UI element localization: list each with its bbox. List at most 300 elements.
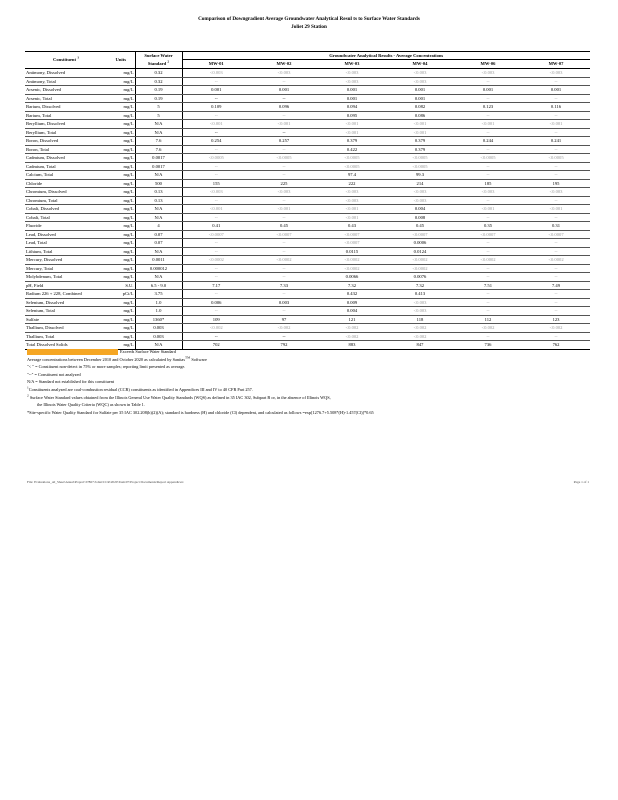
units-cell: mg/L — [107, 341, 135, 350]
result-cell: -- — [182, 239, 250, 248]
result-cell: -- — [250, 247, 318, 256]
units-cell: mg/L — [107, 205, 135, 214]
result-cell: -- — [182, 247, 250, 256]
result-cell: 0.257 — [250, 137, 318, 146]
result-cell: <0.003 — [318, 77, 386, 86]
result-cell: 99.3 — [386, 171, 454, 180]
constituent-header: Constituent $^1$ — [25, 52, 107, 69]
result-cell: <0.0007 — [318, 230, 386, 239]
result-cell: <0.002 — [386, 324, 454, 333]
units-cell: mg/L — [107, 273, 135, 282]
table-row — [25, 273, 590, 282]
result-cell: 0.0124 — [386, 247, 454, 256]
standard-cell: 0.07 — [135, 230, 182, 239]
standard-cell: N/A — [135, 247, 182, 256]
result-cell: <0.001 — [318, 120, 386, 129]
result-cell: 97 — [250, 315, 318, 324]
result-cell: 0.082 — [386, 103, 454, 112]
result-cell: 0.123 — [454, 103, 522, 112]
result-cell: <0.0005 — [454, 154, 522, 163]
units-cell: mg/L — [107, 162, 135, 171]
result-cell: <0.001 — [318, 213, 386, 222]
result-cell: <0.0002 — [386, 256, 454, 265]
result-cell: 112 — [454, 315, 522, 324]
result-cell: -- — [454, 298, 522, 307]
result-cell: 7.49 — [522, 281, 590, 290]
result-cell: -- — [250, 196, 318, 205]
result-cell: 0.001 — [522, 86, 590, 95]
constituent-cell: Chromium, Total — [25, 196, 107, 205]
result-cell: 792 — [250, 341, 318, 350]
table-row — [25, 298, 590, 307]
result-cell: <0.0002 — [250, 256, 318, 265]
constituent-cell: Mercury, Dissolved — [25, 256, 107, 265]
standard-cell: N/A — [135, 213, 182, 222]
table-row — [25, 315, 590, 324]
result-cell: <0.001 — [182, 120, 250, 129]
constituent-cell: Arsenic, Total — [25, 94, 107, 103]
result-cell: -- — [182, 171, 250, 180]
result-cell: -- — [522, 171, 590, 180]
group-header: Groundwater Analytical Results - Average Concentrations — [182, 52, 590, 60]
table-row — [25, 264, 590, 273]
result-cell: -- — [522, 213, 590, 222]
result-cell: -- — [182, 332, 250, 341]
constituent-cell: Cobalt, Total — [25, 213, 107, 222]
standard-cell: N/A — [135, 120, 182, 129]
result-cell: 0.0006 — [386, 239, 454, 248]
table-row — [25, 281, 590, 290]
table-row — [25, 307, 590, 316]
result-cell: -- — [182, 94, 250, 103]
result-cell: 118 — [386, 315, 454, 324]
result-cell: <0.001 — [386, 120, 454, 129]
table-row — [25, 94, 590, 103]
well-header: MW-03 — [318, 60, 386, 69]
result-cell: -- — [454, 128, 522, 137]
result-cell: 0.001 — [386, 86, 454, 95]
units-cell: mg/L — [107, 247, 135, 256]
standard-cell: N/A — [135, 171, 182, 180]
standard-cell: 0.19 — [135, 94, 182, 103]
units-header: Units — [107, 52, 135, 69]
result-cell: -- — [454, 213, 522, 222]
result-cell: <0.003 — [318, 196, 386, 205]
note-line: the Illinois Water Quality Criteria (WQC) as shown in Table 1. — [37, 402, 145, 408]
units-cell: mg/L — [107, 324, 135, 333]
footer-path: File: Evaluations_AI_Sheet\Anual\Project\37867\Joliet\CCR\2020\Task\07\Project Documents\Report Appendices\ — [27, 480, 184, 484]
note-line: $^1$Constituents analyzed are coal-combustion residual (CCR) constituents as identified in Appendices III and IV to 40 CFR Part 257. — [27, 385, 253, 392]
result-cell: -- — [182, 77, 250, 86]
standard-cell: 0.000012 — [135, 264, 182, 273]
result-cell: -- — [454, 94, 522, 103]
result-cell: 0.379 — [386, 137, 454, 146]
result-cell: <0.001 — [522, 205, 590, 214]
note-line: N/A = Standard not established for this constituent — [27, 379, 115, 385]
constituent-cell: Selenium, Total — [25, 307, 107, 316]
result-cell: -- — [454, 162, 522, 171]
result-cell: <0.002 — [386, 332, 454, 341]
result-cell: 0.008 — [386, 213, 454, 222]
result-cell: 0.004 — [318, 307, 386, 316]
result-cell: <0.0005 — [182, 154, 250, 163]
units-cell: mg/L — [107, 77, 135, 86]
result-cell: 0.43 — [318, 222, 386, 231]
table-row — [25, 179, 590, 188]
table-row — [25, 290, 590, 299]
result-cell: <0.001 — [250, 120, 318, 129]
standard-cell: 3.75 — [135, 290, 182, 299]
constituent-cell: Thallium, Dissolved — [25, 324, 107, 333]
result-cell: <0.0005 — [386, 162, 454, 171]
result-cell: <0.0005 — [318, 162, 386, 171]
result-cell: -- — [182, 213, 250, 222]
result-cell: -- — [522, 264, 590, 273]
result-cell: 0.001 — [454, 86, 522, 95]
constituent-cell: Beryllium, Total — [25, 128, 107, 137]
table-row — [25, 230, 590, 239]
result-cell: <0.003 — [250, 69, 318, 78]
standard-cell: 0.0017 — [135, 154, 182, 163]
result-cell: 0.001 — [318, 94, 386, 103]
result-cell: <0.002 — [522, 324, 590, 333]
constituent-cell: Arsenic, Dissolved — [25, 86, 107, 95]
result-cell: 109 — [182, 315, 250, 324]
result-cell: -- — [454, 111, 522, 120]
result-cell: <0.003 — [318, 188, 386, 197]
table-row — [25, 256, 590, 265]
result-cell: <0.0002 — [318, 264, 386, 273]
result-cell: <0.0005 — [318, 154, 386, 163]
units-cell: mg/L — [107, 69, 135, 78]
units-cell: mg/L — [107, 145, 135, 154]
table-row — [25, 239, 590, 248]
constituent-cell: Radium 226 + 228, Combined — [25, 290, 107, 299]
result-cell: 0.003 — [250, 298, 318, 307]
result-cell: -- — [522, 162, 590, 171]
result-cell: 0.254 — [182, 137, 250, 146]
result-cell: -- — [182, 196, 250, 205]
result-cell: -- — [182, 145, 250, 154]
table-row — [25, 86, 590, 95]
result-cell: <0.0005 — [250, 154, 318, 163]
table-row — [25, 111, 590, 120]
result-cell: -- — [454, 332, 522, 341]
units-cell: mg/L — [107, 137, 135, 146]
result-cell: 847 — [386, 341, 454, 350]
result-cell: 7.17 — [182, 281, 250, 290]
result-cell: 155 — [182, 179, 250, 188]
result-cell: -- — [522, 94, 590, 103]
standard-cell: 0.32 — [135, 77, 182, 86]
result-cell: 0.422 — [318, 145, 386, 154]
units-cell: S.U. — [107, 281, 135, 290]
note-line: $^2$ Surface Water Standard values obtained from the Illinois General Use Water Quality Standards (WQS) as defined in 35 IAC 302, Subpart B or, in the absence of Illinois WQS, — [27, 393, 331, 400]
units-cell: mg/L — [107, 94, 135, 103]
table-row — [25, 154, 590, 163]
result-cell: -- — [250, 171, 318, 180]
report-title: Comparison of Downgradient Average Groundwater Analytical Resul ts to Surface Water Standards — [198, 16, 420, 22]
result-cell: 0.086 — [386, 111, 454, 120]
result-cell: 7.33 — [250, 281, 318, 290]
result-cell: -- — [522, 307, 590, 316]
constituent-cell: Fluoride — [25, 222, 107, 231]
table-row — [25, 103, 590, 112]
result-cell: <0.003 — [182, 69, 250, 78]
standard-cell: 1.0 — [135, 307, 182, 316]
result-cell: <0.001 — [318, 128, 386, 137]
result-cell: <0.003 — [386, 307, 454, 316]
well-header: MW-02 — [250, 60, 318, 69]
units-cell: mg/L — [107, 154, 135, 163]
result-cell: -- — [250, 94, 318, 103]
units-cell: mg/L — [107, 111, 135, 120]
units-cell: pCi/L — [107, 290, 135, 299]
result-cell: -- — [250, 128, 318, 137]
constituent-cell: Antimony, Dissolved — [25, 69, 107, 78]
result-cell: -- — [250, 307, 318, 316]
result-cell: <0.003 — [454, 69, 522, 78]
table-row — [25, 77, 590, 86]
units-cell: mg/L — [107, 128, 135, 137]
exceed-swatch — [27, 349, 118, 355]
table-row — [25, 247, 590, 256]
table-row — [25, 137, 590, 146]
standard-cell: N/A — [135, 128, 182, 137]
result-cell: <0.0002 — [182, 256, 250, 265]
result-cell: <0.0002 — [522, 256, 590, 265]
table-row — [25, 332, 590, 341]
result-cell: 185 — [454, 179, 522, 188]
units-cell: mg/L — [107, 256, 135, 265]
constituent-cell: Boron, Dissolved — [25, 137, 107, 146]
result-cell: 883 — [318, 341, 386, 350]
result-cell: -- — [522, 77, 590, 86]
result-cell: -- — [454, 145, 522, 154]
result-cell: 0.0066 — [318, 273, 386, 282]
result-cell: -- — [522, 196, 590, 205]
result-cell: 0.001 — [386, 94, 454, 103]
result-cell: 0.0076 — [386, 273, 454, 282]
standard-cell: N/A — [135, 273, 182, 282]
standard-cell: 500 — [135, 179, 182, 188]
table-row — [25, 162, 590, 171]
header-row-1 — [25, 52, 590, 60]
result-cell: 0.413 — [386, 290, 454, 299]
result-cell: 0.379 — [386, 145, 454, 154]
constituent-cell: Cadmium, Dissolved — [25, 154, 107, 163]
standard-cell: 0.32 — [135, 69, 182, 78]
units-cell: mg/L — [107, 213, 135, 222]
result-cell: <0.003 — [386, 77, 454, 86]
constituent-cell: Total Dissolved Solids — [25, 341, 107, 350]
standard-cell: 5 — [135, 111, 182, 120]
units-cell: mg/L — [107, 179, 135, 188]
result-cell: <0.001 — [522, 120, 590, 129]
standard-cell: 6.5 - 9.0 — [135, 281, 182, 290]
result-cell: -- — [522, 145, 590, 154]
constituent-cell: Sulfate — [25, 315, 107, 324]
constituent-cell: Barium, Total — [25, 111, 107, 120]
constituent-cell: Lead, Dissolved — [25, 230, 107, 239]
result-cell: 225 — [250, 179, 318, 188]
result-cell: <0.0005 — [386, 154, 454, 163]
result-cell: <0.0007 — [386, 230, 454, 239]
result-cell: -- — [250, 213, 318, 222]
result-cell: -- — [182, 273, 250, 282]
standard-cell: N/A — [135, 205, 182, 214]
result-cell: <0.0007 — [318, 239, 386, 248]
legend-label: Exceeds Surface Water Standard — [120, 349, 177, 354]
result-cell: 195 — [522, 179, 590, 188]
well-header: MW-04 — [386, 60, 454, 69]
units-cell: mg/L — [107, 315, 135, 324]
result-cell: -- — [522, 247, 590, 256]
table-row — [25, 128, 590, 137]
table-row — [25, 69, 590, 78]
standard-cell: N/A — [135, 341, 182, 350]
table-row — [25, 120, 590, 129]
result-cell: <0.001 — [318, 205, 386, 214]
result-cell: 7.32 — [386, 281, 454, 290]
report-subtitle: Joliet 29 Station — [291, 24, 327, 30]
standard-cell: 0.003 — [135, 332, 182, 341]
result-cell: <0.003 — [386, 188, 454, 197]
constituent-cell: pH, Field — [25, 281, 107, 290]
constituent-cell: Chromium, Dissolved — [25, 188, 107, 197]
result-cell: 0.35 — [454, 222, 522, 231]
result-cell: <0.001 — [250, 205, 318, 214]
table-row — [25, 188, 590, 197]
result-cell: 0.109 — [182, 103, 250, 112]
constituent-cell: Cobalt, Dissolved — [25, 205, 107, 214]
result-cell: -- — [182, 307, 250, 316]
result-cell: 97.4 — [318, 171, 386, 180]
constituent-cell: Lithium, Total — [25, 247, 107, 256]
standard-cell: 1360* — [135, 315, 182, 324]
result-cell: -- — [250, 239, 318, 248]
constituent-cell: Lead, Total — [25, 239, 107, 248]
result-cell: -- — [250, 77, 318, 86]
result-cell: 0.004 — [386, 205, 454, 214]
result-cell: <0.003 — [250, 188, 318, 197]
standard-cell: 0.0011 — [135, 256, 182, 265]
table-row — [25, 324, 590, 333]
result-cell: -- — [454, 290, 522, 299]
well-header: MW-07 — [522, 60, 590, 69]
result-cell: <0.002 — [182, 324, 250, 333]
constituent-cell: Chloride — [25, 179, 107, 188]
standard-cell: 1.0 — [135, 298, 182, 307]
result-cell: -- — [522, 332, 590, 341]
result-cell: <0.002 — [454, 324, 522, 333]
constituent-cell: Calcium, Total — [25, 171, 107, 180]
result-cell: <0.001 — [454, 205, 522, 214]
units-cell: mg/L — [107, 103, 135, 112]
result-cell: <0.0007 — [522, 230, 590, 239]
result-cell: -- — [454, 77, 522, 86]
units-cell: mg/L — [107, 120, 135, 129]
units-cell: mg/L — [107, 196, 135, 205]
result-cell: -- — [182, 290, 250, 299]
constituent-cell: Thallium, Total — [25, 332, 107, 341]
result-cell: <0.003 — [182, 188, 250, 197]
result-cell: <0.002 — [318, 324, 386, 333]
result-cell: 0.095 — [318, 111, 386, 120]
result-cell: 0.45 — [250, 222, 318, 231]
result-cell: 0.432 — [318, 290, 386, 299]
result-cell: -- — [454, 171, 522, 180]
note-line: *Site-specific Water Quality Standard for Sulfate per 35 IAC 302.208(h)(2)(A); standard is hardness (H) and chloride (Cl) dependent, and calculated as follows =exp[1276.7+5.508*(H)-1.457(Cl)]*0.65 — [27, 409, 374, 415]
standard-cell: 7.6 — [135, 137, 182, 146]
result-cell: -- — [522, 298, 590, 307]
result-cell: <0.0002 — [454, 256, 522, 265]
units-cell: mg/L — [107, 298, 135, 307]
standard-header-2: Standard $^2$ — [135, 60, 182, 69]
units-cell: mg/L — [107, 230, 135, 239]
result-cell: 0.001 — [182, 86, 250, 95]
constituent-cell: Beryllium, Dissolved — [25, 120, 107, 129]
table-row — [25, 196, 590, 205]
result-cell: <0.0007 — [454, 230, 522, 239]
table-row — [25, 171, 590, 180]
result-cell: 222 — [318, 179, 386, 188]
result-cell: <0.001 — [386, 128, 454, 137]
page-footer — [27, 480, 589, 484]
result-cell: -- — [454, 273, 522, 282]
result-cell: -- — [182, 128, 250, 137]
result-cell: -- — [454, 307, 522, 316]
notes-section — [27, 348, 597, 416]
constituent-cell: Boron, Total — [25, 145, 107, 154]
result-cell: <0.003 — [318, 69, 386, 78]
result-cell: -- — [250, 145, 318, 154]
result-cell: <0.003 — [386, 298, 454, 307]
result-cell: <0.002 — [318, 332, 386, 341]
constituent-cell: Barium, Dissolved — [25, 103, 107, 112]
result-cell: <0.0005 — [522, 154, 590, 163]
standard-cell: 4 — [135, 222, 182, 231]
legend — [27, 348, 597, 356]
result-cell: -- — [454, 264, 522, 273]
result-cell: 0.009 — [318, 298, 386, 307]
result-cell: 702 — [182, 341, 250, 350]
note-line: Average concentrations between December 2010 and October 2020 as calculated by Sanitas™ Software — [27, 355, 207, 362]
result-cell: -- — [454, 239, 522, 248]
result-cell: -- — [522, 111, 590, 120]
table-row — [25, 145, 590, 154]
result-cell: <0.0002 — [386, 264, 454, 273]
well-header: MW-06 — [454, 60, 522, 69]
result-cell: <0.003 — [522, 188, 590, 197]
result-cell: 0.006 — [182, 298, 250, 307]
standard-cell: 0.07 — [135, 239, 182, 248]
result-cell: 123 — [522, 315, 590, 324]
well-header: MW-01 — [182, 60, 250, 69]
table-row — [25, 222, 590, 231]
units-cell: mg/L — [107, 264, 135, 273]
standard-cell: 5 — [135, 103, 182, 112]
result-cell: -- — [182, 162, 250, 171]
result-cell: -- — [182, 111, 250, 120]
standard-cell: 0.13 — [135, 188, 182, 197]
constituent-cell: Selenium, Dissolved — [25, 298, 107, 307]
constituent-cell: Mercury, Total — [25, 264, 107, 273]
result-cell: -- — [522, 239, 590, 248]
standard-cell: 0.0017 — [135, 162, 182, 171]
result-cell: 0.0115 — [318, 247, 386, 256]
result-cell: <0.003 — [454, 188, 522, 197]
